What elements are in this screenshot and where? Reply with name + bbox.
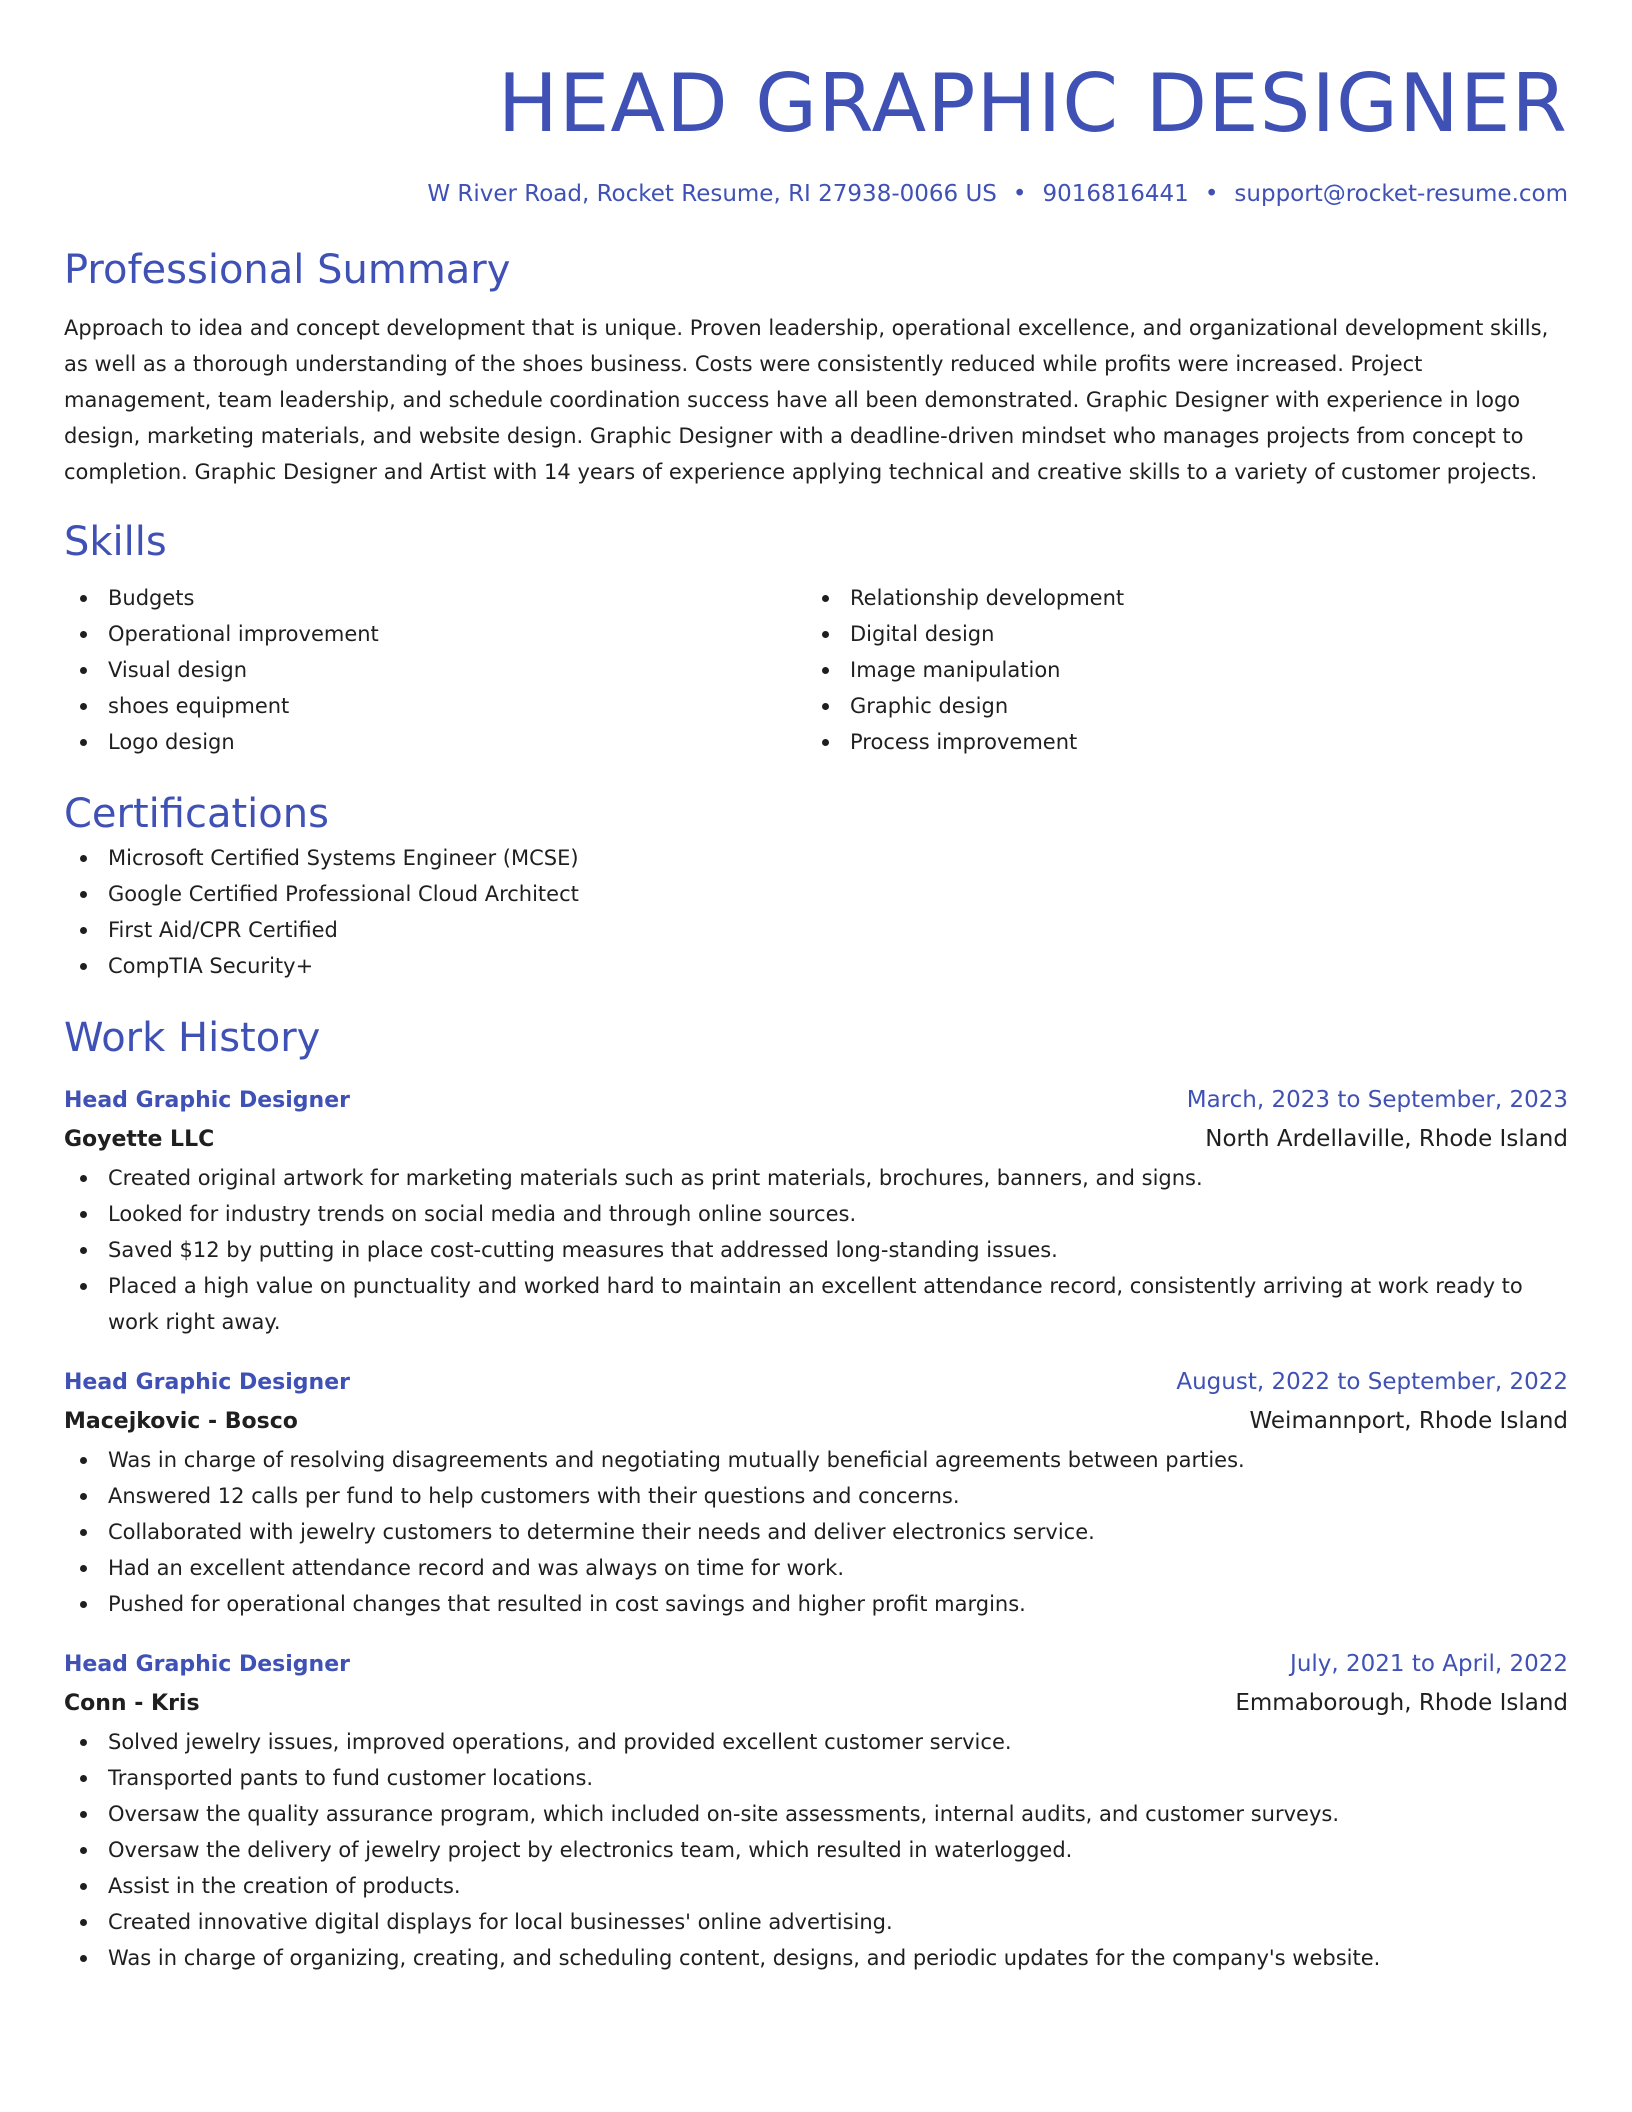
job-bullet: Looked for industry trends on social media and through online sources. bbox=[64, 1196, 1568, 1232]
job-bullet: Created original artwork for marketing materials such as print materials, brochures, banners, and signs. bbox=[64, 1160, 1568, 1196]
job-company: Goyette LLC bbox=[64, 1127, 215, 1152]
job-bullet: Solved jewelry issues, improved operations, and provided excellent customer service. bbox=[64, 1724, 1568, 1760]
skill-item: Process improvement bbox=[806, 724, 1548, 760]
contact-address: W River Road, Rocket Resume, RI 27938-0066 US bbox=[427, 181, 997, 207]
job-header-row bbox=[64, 1082, 1568, 1119]
contact-separator: • bbox=[1204, 181, 1219, 207]
skill-item: Operational improvement bbox=[64, 616, 806, 652]
job-bullet: Collaborated with jewelry customers to determine their needs and deliver electronics service. bbox=[64, 1514, 1568, 1550]
job-entry bbox=[64, 1082, 1568, 1340]
job-company: Conn - Kris bbox=[64, 1691, 200, 1716]
job-bullet: Created innovative digital displays for local businesses' online advertising. bbox=[64, 1904, 1568, 1940]
summary-text: Approach to idea and concept development that is unique. Proven leadership, operational excellence, and organizational development skills, as well as a thorough understanding of the shoes business. Costs were consistently reduced while profits were increased. Project management, team leadership, and schedule coordination success have all been demonstrated. Graphic Designer with experience in logo design, marketing materials, and website design. Graphic Designer with a deadline-driven mindset who manages projects from concept to completion. Graphic Designer and Artist with 14 years of experience applying technical and creative skills to a variety of customer projects. bbox=[64, 316, 1549, 484]
summary-heading: Professional Summary bbox=[64, 247, 511, 293]
job-bullets bbox=[64, 1724, 1568, 1976]
job-bullet: Assist in the creation of products. bbox=[64, 1868, 1568, 1904]
contact-line bbox=[64, 178, 1568, 210]
contact-phone: 9016816441 bbox=[1042, 181, 1189, 207]
certification-item: CompTIA Security+ bbox=[64, 948, 1568, 984]
skills-column-right bbox=[806, 580, 1548, 760]
skill-item: Budgets bbox=[64, 580, 806, 616]
resume-page bbox=[64, 0, 1568, 1976]
certification-item: Google Certified Professional Cloud Architect bbox=[64, 876, 1568, 912]
job-title: Head Graphic Designer bbox=[64, 1088, 350, 1113]
certifications-heading: Certifications bbox=[64, 791, 329, 837]
job-company: Macejkovic - Bosco bbox=[64, 1409, 298, 1434]
job-bullet: Was in charge of resolving disagreements and negotiating mutually beneficial agreements between parties. bbox=[64, 1442, 1568, 1478]
job-bullet: Oversaw the delivery of jewelry project by electronics team, which resulted in waterlogged. bbox=[64, 1832, 1568, 1868]
skills-heading: Skills bbox=[64, 519, 167, 565]
job-location: Emmaborough, Rhode Island bbox=[1235, 1690, 1568, 1716]
job-entry bbox=[64, 1646, 1568, 1976]
skill-item: Relationship development bbox=[806, 580, 1548, 616]
job-header-row bbox=[64, 1364, 1568, 1401]
skill-item: shoes equipment bbox=[64, 688, 806, 724]
work-history-heading: Work History bbox=[64, 1015, 321, 1061]
skill-item: Logo design bbox=[64, 724, 806, 760]
job-dates: August, 2022 to September, 2022 bbox=[1176, 1369, 1568, 1395]
job-company-row bbox=[64, 1683, 1568, 1724]
skill-item: Visual design bbox=[64, 652, 806, 688]
job-bullet: Transported pants to fund customer locations. bbox=[64, 1760, 1568, 1796]
contact-separator: • bbox=[1012, 181, 1027, 207]
job-bullet: Was in charge of organizing, creating, and scheduling content, designs, and periodic updates for the company's website. bbox=[64, 1940, 1568, 1976]
skills-list-right bbox=[806, 580, 1548, 760]
job-bullet: Had an excellent attendance record and was always on time for work. bbox=[64, 1550, 1568, 1586]
job-entry bbox=[64, 1364, 1568, 1622]
job-bullet: Saved $12 by putting in place cost-cutting measures that addressed long-standing issues. bbox=[64, 1232, 1568, 1268]
job-company-row bbox=[64, 1401, 1568, 1442]
skills-list-left bbox=[64, 580, 806, 760]
certifications-list bbox=[64, 840, 1568, 984]
job-dates: July, 2021 to April, 2022 bbox=[1290, 1651, 1568, 1677]
job-bullets bbox=[64, 1442, 1568, 1622]
skills-grid bbox=[64, 580, 1568, 760]
contact-email: support@rocket-resume.com bbox=[1234, 181, 1568, 207]
job-header-row bbox=[64, 1646, 1568, 1683]
certification-item: Microsoft Certified Systems Engineer (MCSE) bbox=[64, 840, 1568, 876]
job-location: Weimannport, Rhode Island bbox=[1249, 1408, 1568, 1434]
job-bullets bbox=[64, 1160, 1568, 1340]
job-bullet: Placed a high value on punctuality and worked hard to maintain an excellent attendance record, consistently arriving at work ready to work right away. bbox=[64, 1268, 1568, 1340]
skills-column-left bbox=[64, 580, 806, 760]
job-title: Head Graphic Designer bbox=[64, 1652, 350, 1677]
job-company-row bbox=[64, 1119, 1568, 1160]
job-bullet: Answered 12 calls per fund to help customers with their questions and concerns. bbox=[64, 1478, 1568, 1514]
skill-item: Image manipulation bbox=[806, 652, 1548, 688]
job-dates: March, 2023 to September, 2023 bbox=[1186, 1087, 1568, 1113]
job-location: North Ardellaville, Rhode Island bbox=[1205, 1126, 1568, 1152]
skill-item: Digital design bbox=[806, 616, 1548, 652]
job-bullet: Oversaw the quality assurance program, which included on-site assessments, internal audits, and customer surveys. bbox=[64, 1796, 1568, 1832]
job-bullet: Pushed for operational changes that resulted in cost savings and higher profit margins. bbox=[64, 1586, 1568, 1622]
skill-item: Graphic design bbox=[806, 688, 1548, 724]
certification-item: First Aid/CPR Certified bbox=[64, 912, 1568, 948]
page-title: HEAD GRAPHIC DESIGNER bbox=[497, 57, 1568, 150]
job-title: Head Graphic Designer bbox=[64, 1370, 350, 1395]
